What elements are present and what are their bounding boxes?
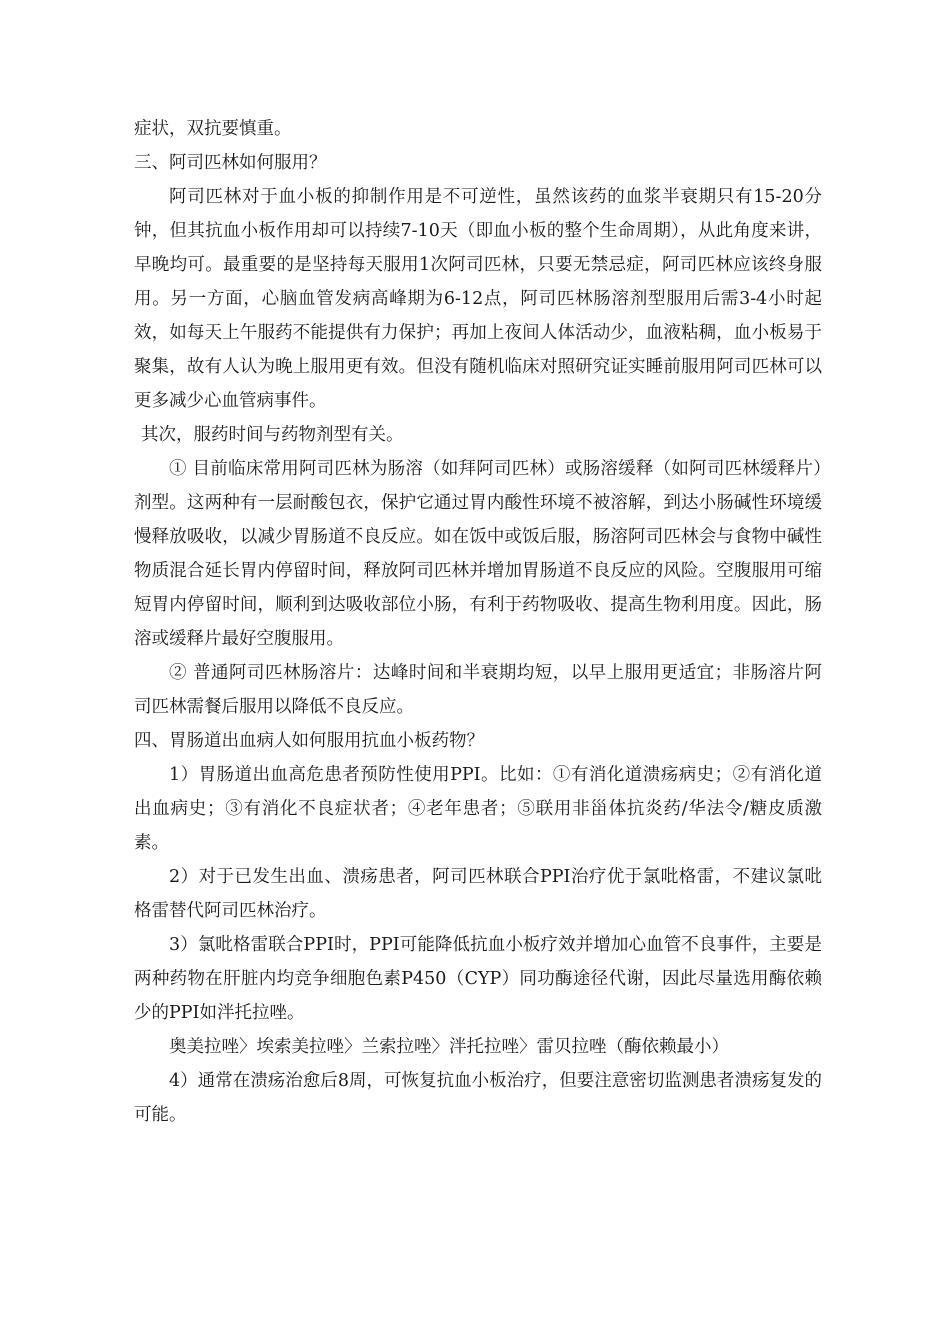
paragraph-aspirin-dosing: 阿司匹林对于血小板的抑制作用是不可逆性，虽然该药的血浆半衰期只有15-20分钟，但其抗血小板作用却可以持续7-10天（即血小板的整个生命周期），从此角度来讲，早晚均可。最重要的是坚持每天服用1次阿司匹林，只要无禁忌症，阿司匹林应该终身服用。另一方面，心脑血管发病高峰期为6-12点，阿司匹林肠溶剂型服用后需3-4小时起效，如每天上午服药不能提供有力保护；再加上夜间人体活动少，血液粘稠，血小板易于聚集，故有人认为晚上服用更有效。但没有随机临床对照研究证实睡前服用阿司匹林可以更多减少心血管病事件。 xyxy=(134,187,822,411)
paragraph-continuation: 症状，双抗要慎重。 xyxy=(134,119,292,139)
paragraph-item-3: 3）氯吡格雷联合PPI时，PPI可能降低抗血小板疗效并增加心血管不良事件，主要是两种药物在肝脏内均竞争细胞色素P450（CYP）同功酶途径代谢，因此尽量选用酶依赖少的PPI如泮托拉唑。 xyxy=(134,935,822,1023)
paragraph-dosage-form: 其次，服药时间与药物剂型有关。 xyxy=(141,425,404,445)
paragraph-point-2: ② 普通阿司匹林肠溶片：达峰时间和半衰期均短，以早上服用更适宜；非肠溶片阿司匹林需餐后服用以降低不良反应。 xyxy=(134,663,822,717)
paragraph-item-1: 1）胃肠道出血高危患者预防性使用PPI。比如：①有消化道溃疡病史；②有消化道出血病史；③有消化不良症状者；④老年患者；⑤联用非甾体抗炎药/华法令/糖皮质激素。 xyxy=(134,765,822,853)
paragraph-point-1: ① 目前临床常用阿司匹林为肠溶（如拜阿司匹林）或肠溶缓释（如阿司匹林缓释片）剂型。这两种有一层耐酸包衣，保护它通过胃内酸性环境不被溶解，到达小肠碱性环境缓慢释放吸收，以减少胃肠道不良反应。如在饭中或饭后服，肠溶阿司匹林会与食物中碱性物质混合延长胃内停留时间，释放阿司匹林并增加胃肠道不良反应的风险。空腹服用可缩短胃内停留时间，顺利到达吸收部位小肠，有利于药物吸收、提高生物利用度。因此，肠溶或缓释片最好空腹服用。 xyxy=(134,459,822,649)
section-heading-4: 四、胃肠道出血病人如何服用抗血小板药物？ xyxy=(134,731,484,751)
paragraph-ppi-ranking: 奥美拉唑〉埃索美拉唑〉兰索拉唑〉泮托拉唑〉雷贝拉唑（酶依赖最小） xyxy=(169,1037,729,1057)
document-body xyxy=(134,112,822,1132)
paragraph-item-4: 4）通常在溃疡治愈后8周，可恢复抗血小板治疗，但要注意密切监测患者溃疡复发的可能。 xyxy=(134,1071,822,1125)
paragraph-item-2: 2）对于已发生出血、溃疡患者，阿司匹林联合PPI治疗优于氯吡格雷，不建议氯吡格雷替代阿司匹林治疗。 xyxy=(134,867,822,921)
section-heading-3: 三、阿司匹林如何服用？ xyxy=(134,153,327,173)
